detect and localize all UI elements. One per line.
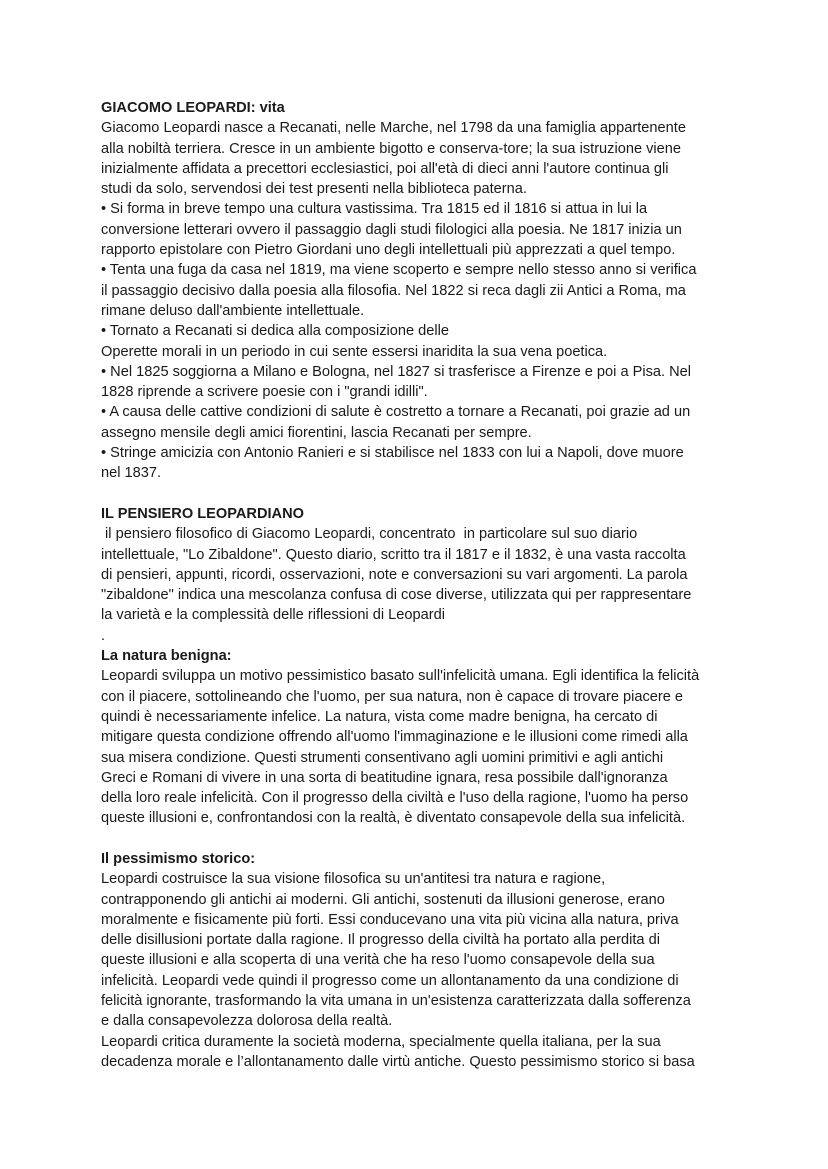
text-line: con il piacere, sottolineando che l'uomo, per sua natura, non è capace di trovare piacere e (101, 688, 684, 705)
text-line: "zibaldone" indica una mescolanza confusa di cose diverse, utilizzata qui per rappresentare (101, 587, 692, 604)
text-line: e dalla consapevolezza dolorosa della realtà. (101, 1013, 393, 1030)
section-vita (101, 98, 741, 484)
text-line: moralmente e fisicamente più forti. Essi conducevano una vita più vicina alla natura, priva (101, 911, 679, 928)
text-line: felicità ignorante, trasformando la vita umana in un'esistenza caratterizzata dalla sofferenza (101, 993, 691, 1010)
text-line: la varietà e la complessità delle riflessioni di Leopardi (101, 607, 445, 624)
text-line: inizialmente affidata a precettori ecclesiastici, poi all'età di dieci anni l'autore continua gli (101, 160, 669, 177)
document-page (101, 98, 741, 1072)
text-line: Leopardi costruisce la sua visione filosofica su un'antitesi tra natura e ragione, (101, 871, 606, 888)
text-line: Leopardi critica duramente la società moderna, specialmente quella italiana, per la sua (101, 1033, 661, 1050)
text-line: • Tornato a Recanati si dedica alla composizione delle (101, 323, 449, 340)
text-line: alla nobiltà terriera. Cresce in un ambiente bigotto e conserva-tore; la sua istruzione viene (101, 140, 682, 157)
text-line: Operette morali in un periodo in cui sente essersi inaridita la sua vena poetica. (101, 343, 608, 360)
text-line: il pensiero filosofico di Giacomo Leopardi, concentrato in particolare sul suo diario (101, 526, 638, 543)
blank-line (101, 829, 741, 849)
text-line: quindi è necessariamente infelice. La natura, vista come madre benigna, ha cercato di (101, 708, 658, 725)
section-heading: La natura benigna: (101, 648, 232, 665)
text-line: 1828 riprende a scrivere poesie con i "grandi idilli". (101, 384, 428, 401)
text-line: . (101, 627, 106, 644)
section-heading: IL PENSIERO LEOPARDIANO (101, 505, 304, 522)
text-line: il passaggio decisivo dalla poesia alla filosofia. Nel 1822 si reca dagli zii Antici a Roma, ma (101, 282, 686, 299)
text-line: studi da solo, servendosi dei test presenti nella biblioteca paterna. (101, 181, 527, 198)
text-line: rapporto epistolare con Pietro Giordani uno degli intellettuali più apprezzati a quel tempo. (101, 242, 676, 259)
text-line: • Si forma in breve tempo una cultura vastissima. Tra 1815 ed il 1816 si attua in lui la (101, 201, 648, 218)
text-line: sua misera condizione. Questi strumenti consentivano agli uomini primitivi e agli antichi (101, 749, 664, 766)
text-line: • Nel 1825 soggiorna a Milano e Bologna, nel 1827 si trasferisce a Firenze e poi a Pisa. Nel (101, 363, 692, 380)
text-line: contrapponendo gli antichi ai moderni. Gli antichi, sostenuti da illusioni generose, erano (101, 891, 665, 908)
text-line: assegno mensile degli amici fiorentini, lascia Recanati per sempre. (101, 424, 532, 441)
blank-line (101, 484, 741, 504)
text-line: Leopardi sviluppa un motivo pessimistico basato sull'infelicità umana. Egli identifica la felicità (101, 668, 700, 685)
text-line: • A causa delle cattive condizioni di salute è costretto a tornare a Recanati, poi grazie ad un (101, 404, 691, 421)
text-line: intellettuale, "Lo Zibaldone". Questo diario, scritto tra il 1817 e il 1832, è una vasta raccolta (101, 546, 686, 563)
text-line: Greci e Romani di vivere in una sorta di beatitudine ignara, resa possibile dall'ignoranza (101, 769, 668, 786)
section-pessimismo-storico (101, 849, 741, 1072)
section-heading: GIACOMO LEOPARDI: vita (101, 100, 285, 116)
text-line: delle disillusioni portate dalla ragione. Il progresso della civiltà ha portato alla perdita di (101, 932, 660, 949)
text-line: Giacomo Leopardi nasce a Recanati, nelle Marche, nel 1798 da una famiglia appartenente (101, 120, 686, 137)
text-line: mitigare questa condizione offrendo all'uomo l'immaginazione e le illusioni come rimedi alla (101, 729, 688, 746)
section-natura-benigna (101, 646, 741, 829)
text-line: queste illusioni e, confrontandosi con la realtà, è diventato consapevole della sua infelicità. (101, 810, 686, 827)
text-line: nel 1837. (101, 465, 162, 482)
text-line: rimane deluso dall'ambiente intellettuale. (101, 302, 365, 319)
text-line: decadenza morale e l’allontanamento dalle virtù antiche. Questo pessimismo storico si basa (101, 1053, 695, 1070)
text-line: infelicità. Leopardi vede quindi il progresso come un allontanamento da una condizione di (101, 972, 679, 989)
section-heading: Il pessimismo storico: (101, 850, 256, 867)
text-line: della loro reale infelicità. Con il progresso della civiltà e l'uso della ragione, l'uomo ha perso (101, 790, 689, 807)
section-pensiero-leopardiano (101, 504, 741, 646)
text-line: • Stringe amicizia con Antonio Ranieri e si stabilisce nel 1833 con lui a Napoli, dove muore (101, 445, 684, 462)
text-line: conversione letterari ovvero il passaggio dagli studi filologici alla poesia. Ne 1817 inizia un (101, 221, 682, 238)
text-line: queste illusioni e alla scoperta di una verità che ha reso l'uomo consapevole della sua (101, 952, 655, 969)
text-line: • Tenta una fuga da casa nel 1819, ma viene scoperto e sempre nello stesso anno si verifica (101, 262, 697, 279)
text-line: di pensieri, appunti, ricordi, osservazioni, note e conversazioni su vari argomenti. La parola (101, 566, 688, 583)
